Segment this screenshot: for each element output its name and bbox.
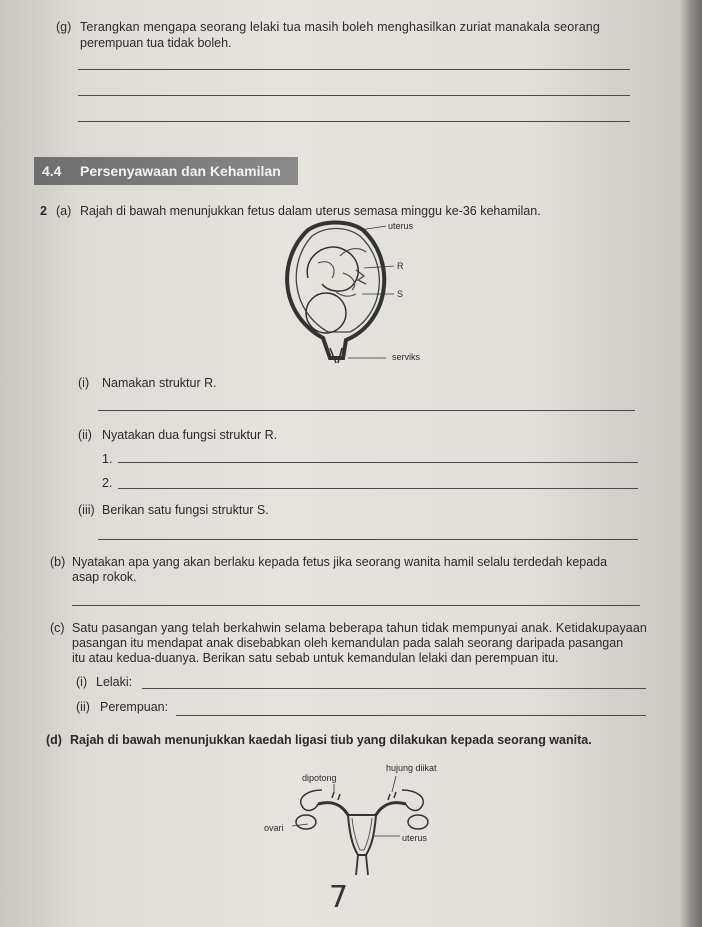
label-uterus: uterus bbox=[388, 221, 414, 231]
section-title: Persenyawaan dan Kehamilan bbox=[80, 163, 281, 179]
question-2a-ii-text: Nyatakan dua fungsi struktur R. bbox=[102, 428, 278, 442]
question-2a-label: (a) bbox=[56, 204, 72, 218]
question-2a-iii-label: (iii) bbox=[78, 503, 95, 517]
label-S: S bbox=[397, 289, 404, 299]
question-g-label: (g) bbox=[56, 20, 72, 34]
question-2c-text-line1: Satu pasangan yang telah berkahwin selama beberapa tahun tidak mempunyai anak. Ketidakupayaan bbox=[72, 621, 647, 635]
question-2b-label: (b) bbox=[50, 555, 66, 569]
question-2b-text-line2: asap rokok. bbox=[72, 570, 137, 584]
question-2c-ii-text: Perempuan: bbox=[100, 700, 169, 714]
label-ovari: ovari bbox=[264, 823, 284, 833]
question-2a-iii-text: Berikan satu fungsi struktur S. bbox=[102, 503, 269, 517]
answer-line-2b[interactable] bbox=[72, 605, 640, 606]
section-header-band bbox=[34, 157, 298, 185]
question-2c-ii-label: (ii) bbox=[76, 700, 90, 714]
question-2a-i-label: (i) bbox=[78, 376, 90, 390]
label-serviks: serviks bbox=[392, 352, 421, 362]
answer-line-2a-ii-1[interactable] bbox=[118, 462, 638, 463]
answer-line-2c-i[interactable] bbox=[142, 688, 646, 689]
answer-line-2a-ii-2[interactable] bbox=[118, 488, 638, 489]
question-2a-ii-label: (ii) bbox=[78, 428, 92, 442]
section-number: 4.4 bbox=[42, 163, 62, 179]
tubal-ligation-diagram bbox=[262, 770, 462, 880]
answer-line-2a-i[interactable] bbox=[98, 410, 635, 411]
answer-line-g3[interactable] bbox=[78, 121, 630, 122]
question-2c-i-label: (i) bbox=[76, 675, 88, 689]
question-2c-label: (c) bbox=[50, 621, 65, 635]
answer-line-g1[interactable] bbox=[78, 69, 630, 70]
question-2a-text: Rajah di bawah menunjukkan fetus dalam uterus semasa minggu ke-36 kehamilan. bbox=[80, 204, 541, 218]
question-g-text-line2: perempuan tua tidak boleh. bbox=[80, 36, 232, 50]
label-hujung-diikat: hujung diikat bbox=[386, 763, 437, 773]
question-2c-i-text: Lelaki: bbox=[96, 675, 133, 689]
label-R: R bbox=[397, 261, 404, 271]
question-g-text-line1: Terangkan mengapa seorang lelaki tua masih boleh menghasilkan zuriat manakala seorang bbox=[80, 20, 601, 34]
question-2a-ii-item1: 1. bbox=[102, 452, 113, 466]
question-2d-label: (d) bbox=[46, 733, 62, 747]
page-shadow-edge bbox=[680, 0, 702, 927]
label-dipotong: dipotong bbox=[302, 773, 337, 783]
question-2c-text-line2: pasangan itu mendapat anak disebabkan oleh kemandulan pada salah seorang daripada pasangan bbox=[72, 636, 624, 650]
question-2b-text-line1: Nyatakan apa yang akan berlaku kepada fetus jika seorang wanita hamil selalu terdedah kepada bbox=[72, 555, 608, 569]
question-2-number: 2 bbox=[40, 204, 47, 218]
question-2a-i-text: Namakan struktur R. bbox=[102, 376, 217, 390]
answer-line-g2[interactable] bbox=[78, 95, 630, 96]
answer-line-2c-ii[interactable] bbox=[176, 715, 646, 716]
page-number: 7 bbox=[329, 880, 349, 915]
label-uterus-d: uterus bbox=[402, 833, 428, 843]
question-2a-ii-item2: 2. bbox=[102, 476, 113, 490]
question-2c-text-line3: itu atau kedua-duanya. Berikan satu sebab untuk kemandulan lelaki dan perempuan itu. bbox=[72, 651, 559, 665]
answer-line-2a-iii[interactable] bbox=[98, 539, 638, 540]
question-2d-text: Rajah di bawah menunjukkan kaedah ligasi tiub yang dilakukan kepada seorang wanita. bbox=[70, 733, 592, 747]
fetus-uterus-diagram bbox=[278, 218, 458, 378]
